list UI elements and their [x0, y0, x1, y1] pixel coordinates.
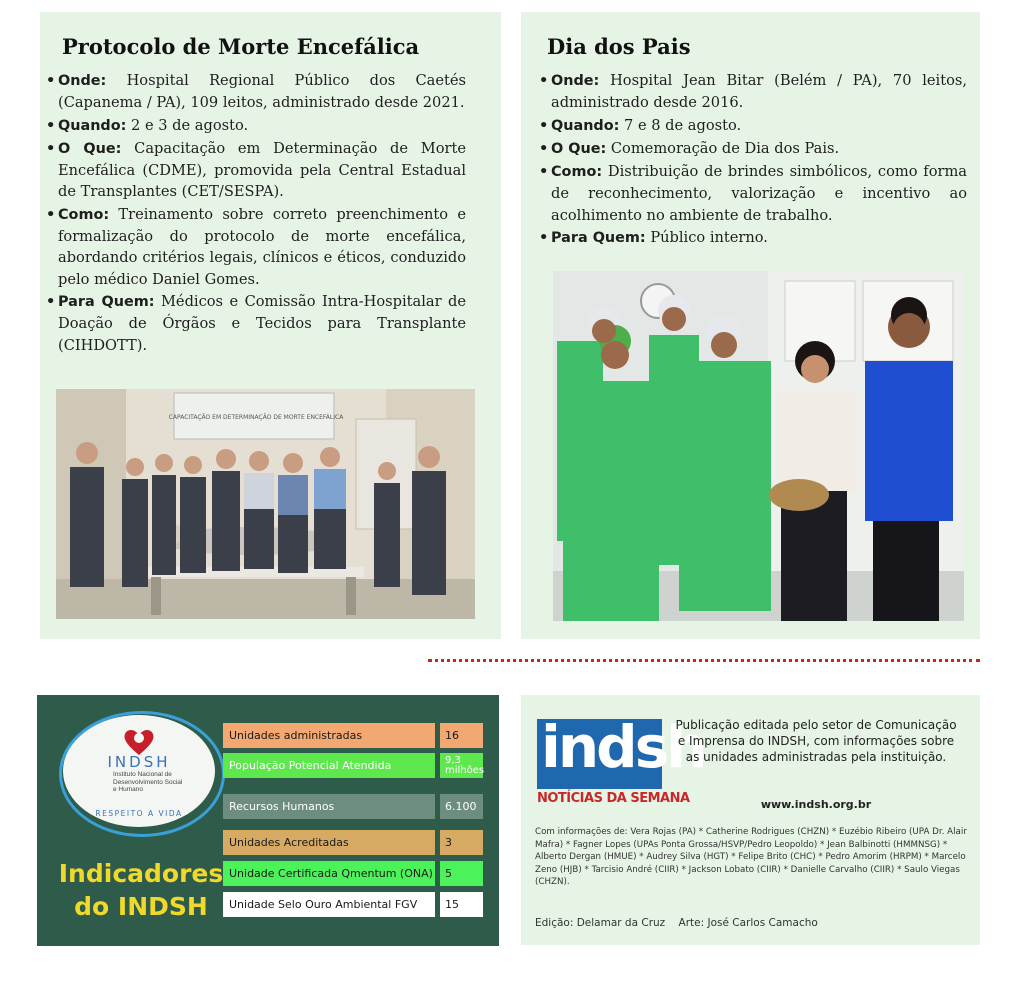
logo-word: indsh: [541, 713, 705, 781]
arte-credit: Arte: José Carlos Camacho: [678, 917, 818, 929]
indsh-news-logo: [537, 713, 705, 789]
logo-word: INDSH: [107, 753, 171, 771]
article-dia-dos-pais: [521, 12, 980, 639]
bullet-icon: •: [46, 292, 56, 310]
edicao-credit: Edição: Delamar da Cruz: [535, 917, 666, 929]
article-protocolo-morte-encefalica: [40, 12, 501, 639]
bullet-icon: •: [539, 229, 549, 247]
indicator-value: 16: [440, 723, 483, 748]
indicators-title: Indicadores do INDSH: [58, 859, 224, 921]
indicator-value: 6.100: [440, 794, 483, 819]
indicator-label: População Potencial Atendida: [223, 753, 435, 778]
indicator-value: 15: [440, 892, 483, 917]
fact-o-que: • O Que: Capacitação em Determinação de Morte Encefálica (CDME), promovida pela Central Estadual de Transplantes (CET/SESPA).: [46, 139, 466, 201]
fact-para-quem: • Para Quem: Público interno.: [539, 227, 967, 249]
article-title: Dia dos Pais: [547, 34, 691, 59]
indicator-label: Unidade Selo Ouro Ambiental FGV: [223, 892, 435, 917]
bullet-icon: •: [539, 139, 549, 157]
bullet-icon: •: [539, 163, 549, 181]
bullet-icon: •: [539, 116, 549, 134]
indicator-value: 3: [440, 830, 483, 855]
fathers-day-photo: [553, 271, 964, 621]
publication-description: Publicação editada pelo setor de Comunicação e Imprensa do INDSH, com informações sobre as unidades administradas pela instituição.: [675, 718, 957, 764]
indsh-logo: [63, 715, 215, 827]
fact-como: • Como: Treinamento sobre correto preenchimento e formalização do protocolo de morte encefálica, abordando critérios legais, clínicos e éticos, conduzido pelo médico Daniel Gomes.: [46, 205, 467, 288]
article-title: Protocolo de Morte Encefálica: [62, 34, 420, 59]
section-divider: [428, 659, 980, 662]
indicator-value: 9,3 milhões: [440, 753, 483, 778]
fact-o-que: • O Que: Comemoração de Dia dos Pais.: [539, 138, 967, 160]
fact-onde: • Onde: Hospital Regional Público dos Caetés (Capanema / PA), 109 leitos, administrado desde 2021.: [46, 72, 466, 112]
fact-para-quem: • Para Quem: Médicos e Comissão Intra-Hospitalar de Doação de Órgãos e Tecidos para Transplante (CIHDOTT).: [46, 292, 466, 354]
facts-list: [539, 70, 967, 250]
facts-list: [46, 70, 466, 357]
indicator-label: Unidades Acreditadas: [223, 830, 435, 855]
group-training-photo: [56, 389, 475, 619]
editorial-credits: [535, 917, 971, 929]
credits-text: Com informações de: Vera Rojas (PA) * Catherine Rodrigues (CHZN) * Euzébio Ribeiro (UPA Dr. Alair Mafra) * Fagner Lopes (UPAs Ponta Grossa/HSVP/Pedro Leopoldo) * Jean Balbinotti (HMMNSG) * Alberto Dergan (HMUE) * Audrey Silva (HGT) * Felipe Brito (CHC) * Pedro Amorim (HRPM) * Marcelo Zeno (HJB) * Tarcisio André (CIIR) * Jackson Lobato (CIIR) * Danielle Carvalho (CIIR) * Saulo Viegas (CHZN).: [535, 827, 967, 888]
bullet-icon: •: [46, 205, 56, 223]
indicator-label: Unidades administradas: [223, 723, 435, 748]
noticias-da-semana: NOTÍCIAS DA SEMANA: [537, 791, 690, 806]
publication-info: [521, 695, 980, 945]
bullet-icon: •: [46, 116, 56, 134]
fact-onde: • Onde: Hospital Jean Bitar (Belém / PA), 70 leitos, administrado desde 2016.: [539, 72, 968, 112]
bullet-icon: •: [539, 72, 549, 89]
fact-quando: • Quando: 2 e 3 de agosto.: [46, 115, 466, 137]
fact-quando: • Quando: 7 e 8 de agosto.: [539, 115, 967, 137]
bullet-icon: •: [46, 139, 56, 157]
indicator-label: Recursos Humanos: [223, 794, 435, 819]
logo-motto: RESPEITO A VIDA: [95, 809, 183, 818]
fact-como: • Como: Distribuição de brindes simbólicos, como forma de reconhecimento, valorização e incentivo ao acolhimento no ambiente de trabalho.: [539, 163, 968, 224]
website-link[interactable]: www.indsh.org.br: [760, 798, 872, 811]
bullet-icon: •: [46, 72, 56, 89]
logo-subtitle: Instituto Nacional de Desenvolvimento Social e Humano: [113, 771, 183, 793]
indicators-panel: [37, 695, 499, 946]
indicator-label: Unidade Certificada Qmentum (ONA): [223, 861, 435, 886]
screen-text: CAPACITAÇÃO EM DETERMINAÇÃO DE MORTE ENCEFÁLICA: [168, 414, 344, 421]
indicator-value: 5: [440, 861, 483, 886]
